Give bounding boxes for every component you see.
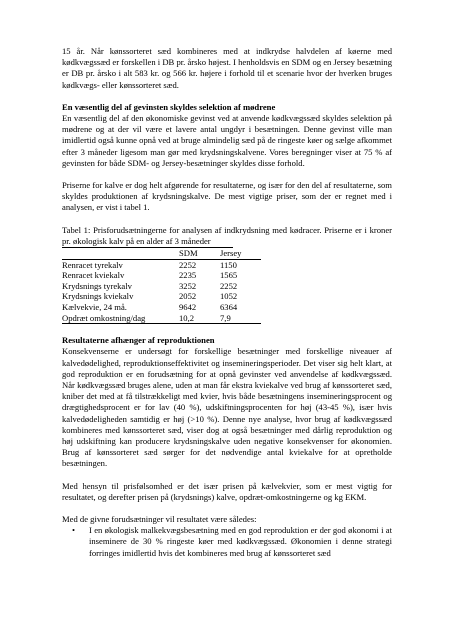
paragraph-reproduction: Konsekvenserne er undersøgt for forskellige besætninger med forskellige niveauer af kalvedødelighed, reproduktionseffektivitet og insemineringsperioder. Det viser sig helt klart, at god reproduktion er en forudsætning for at opnå gevinster ved anvendelse af kødkvægssæd. Når kødkvægssæd bruges alene, uden at man får ekstra kviekalve ved brug af kønssorteret sæd, kniber det med at få tilstrækkeligt med kvier, hvis både besætningens insemineringsprocent og drægtighedsprocent er for lav (40 %), udskiftningsprocenten for høj (43-45 %), især hvis kalvedødeligheden samtidig er høj (>10 %). Denne nye analyse, hvor brug af kødkvægssæd kombineres med kønssorteret sæd, viser dog at også besætninger med dårlig reproduktion og høj udskiftning kan producere krydsningskalve uden negative konsekvenser for økonomien. Brug af kønssorteret sæd sørger for det nødvendige antal kviekalve for at opretholde besætningen. — [62, 346, 392, 469]
price-table — [62, 248, 261, 324]
cell-jersey: 1565 — [220, 270, 238, 281]
row-label: Renracet kviekalv — [62, 270, 125, 281]
table-row — [62, 270, 261, 281]
cell-jersey: 1150 — [220, 259, 237, 270]
cell-sdm: 2252 — [179, 259, 197, 270]
cell-jersey: 6364 — [220, 302, 238, 313]
cell-sdm: 2235 — [179, 270, 197, 281]
table-header-row — [62, 248, 261, 259]
table-header-jersey: Jersey — [220, 248, 261, 259]
row-label: Kælvekvie, 24 må. — [62, 302, 127, 313]
table-caption-text: Tabel 1: Prisforudsætningerne for analysen af indkrydsning med kødracer. Priserne er i kroner pr. økologisk kalv på en alder af 3 måneder — [62, 224, 392, 246]
table-row — [62, 259, 261, 270]
table-row — [62, 281, 261, 292]
cell-sdm: 2052 — [179, 291, 197, 302]
row-label: Krydsnings kviekalv — [62, 291, 134, 302]
table-header-blank — [62, 248, 179, 259]
table-row — [62, 291, 261, 302]
results-bullet-list — [62, 525, 392, 559]
cell-jersey: 7,9 — [220, 313, 261, 324]
cell-sdm: 10,2 — [179, 313, 220, 324]
cell-sdm: 3252 — [179, 280, 197, 291]
paragraph-selection: En væsentlig del af den økonomiske gevinst ved at anvende kødkvægssæd skyldes selektion på mødrene og at der vil være et lavere antal ungdyr i besætningen. Denne gevinst ville man imidlertid også kunne opnå ved at bruge almindelig sæd på de ringeste køer og sælge afkommet efter 3 måneder ligesom man gør med krydsningskalvene. Vores beregninger viser at 75 % af gevinsten for både SDM- og Jersey-besætninger skyldes disse forhold. — [62, 113, 392, 168]
section-heading-reproduction: Resultaterne afhænger af reproduktionen — [62, 335, 215, 346]
paragraph-prices: Priserne for kalve er dog helt afgørende for resultaterne, og især for den del af resultaterne, som skyldes produktionen af krydsningskalve. De mest vigtige priser, som der er regnet med i analysen, er vist i tabel 1. — [62, 180, 392, 213]
paragraph-intro: 15 år. Når kønssorteret sæd kombineres med at indkrydse halvdelen af køerne med kødkvægssæd er forskellen i DB pr. årsko højest. I henholdsvis en SDM og en Jersey besætning er DB pr. årsko i alt 583 kr. og 566 kr. højere i forhold til et scenarie hvor der hverken bruges kødkvægs- eller kønssorteret sæd. — [62, 46, 392, 90]
cell-jersey: 1052 — [220, 291, 238, 302]
paragraph-price-sensitivity: Med hensyn til prisfølsomhed er det især prisen på kælvekvier, som er mest vigtig for resultatet, og derefter prisen på (krydsnings) kalve, opdræt-omkostningerne og kg EKM. — [62, 480, 392, 502]
list-item-text: I en økologisk malkekvægsbesætning med en god reproduktion er der god økonomi i at inseminere de 30 % ringeste køer med kødkvægssæd. Økonomien i denne strategi forringes imidlertid hvis det kombineres med brug af kønssorteret sæd — [89, 525, 392, 558]
row-label: Krydsnings tyrekalv — [62, 280, 132, 291]
cell-jersey: 2252 — [220, 280, 238, 291]
row-label: Renracet tyrekalv — [62, 259, 123, 270]
paragraph-results-intro: Med de givne forudsætninger vil resultatet være således: — [62, 514, 257, 525]
section-heading-selection: En væsentlig del af gevinsten skyldes selektion af mødrene — [62, 101, 276, 112]
table-row — [62, 313, 261, 324]
document-page — [62, 46, 392, 559]
table-row — [62, 302, 261, 313]
cell-sdm: 9642 — [179, 302, 197, 313]
table-caption — [62, 225, 392, 247]
list-item — [62, 525, 392, 559]
row-label: Opdræt omkostning/dag — [62, 313, 179, 324]
table-header-sdm: SDM — [179, 248, 220, 259]
bullet-icon: • — [72, 525, 76, 536]
